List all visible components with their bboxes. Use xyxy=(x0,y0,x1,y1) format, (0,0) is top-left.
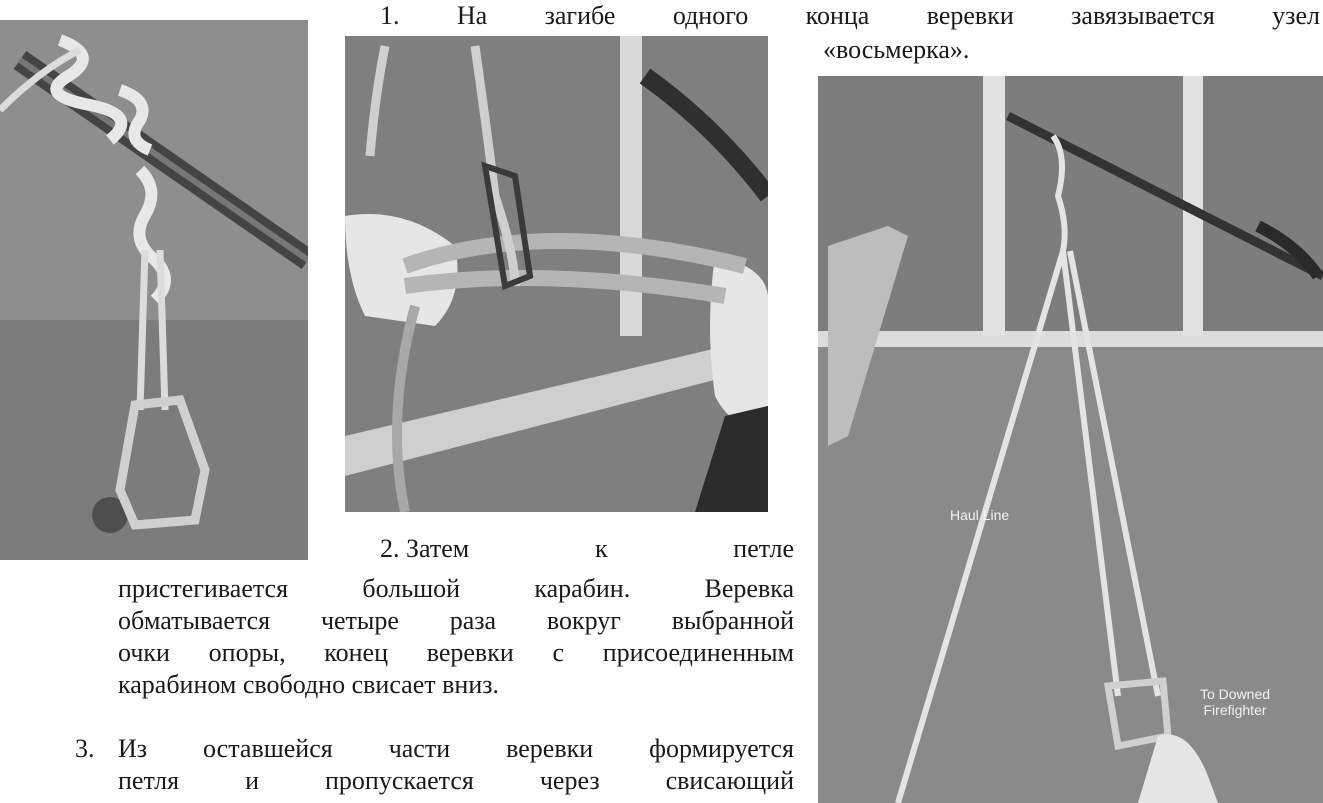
step1-continuation: «восьмерка». xyxy=(823,35,970,64)
step3-word: пропускается xyxy=(325,766,474,795)
step3-line: Из оставшейся части веревки формируется xyxy=(118,734,794,763)
downed-label-line2: Firefighter xyxy=(1203,702,1267,718)
step1-word: узел xyxy=(1272,1,1320,30)
step2-word: 2. Затем xyxy=(380,534,470,563)
step2-word: к xyxy=(594,534,608,563)
step3-word: петля xyxy=(118,766,180,795)
step3-word: свисающий xyxy=(665,766,794,795)
photo-hands-threading-rope xyxy=(345,36,768,512)
step1-word: загибе xyxy=(544,1,616,30)
step1-word: На xyxy=(456,1,488,30)
step3-line xyxy=(118,765,794,797)
step1-word: веревки xyxy=(926,1,1014,30)
step2-line: карабином свободно свисает вниз. xyxy=(118,670,499,699)
step2-first-line xyxy=(380,533,794,565)
step2-paragraph xyxy=(118,573,794,701)
step3-paragraph xyxy=(118,733,794,797)
downed-firefighter-label xyxy=(1200,686,1270,718)
step2-line: очки опоры, конец веревки с присоединенным xyxy=(118,638,794,667)
haul-line-label: Haul Line xyxy=(950,507,1010,523)
step2-line: пристегивается большой карабин. Веревка xyxy=(118,574,794,603)
photo-rope-wrap-carabiner xyxy=(0,20,308,560)
step1-word: завязывается xyxy=(1071,1,1215,30)
step2-word: петле xyxy=(733,534,794,563)
step1-heading-line xyxy=(380,0,1320,32)
step3-word: и xyxy=(245,766,260,795)
step1-word: конца xyxy=(805,1,870,30)
step3-number: 3. xyxy=(75,734,95,763)
downed-label-line1: To Downed xyxy=(1200,686,1271,702)
step1-number: 1. xyxy=(380,1,400,30)
step3-word: через xyxy=(539,766,600,795)
step1-word: одного xyxy=(672,1,749,30)
step2-line: обматывается четыре раза вокруг выбранной xyxy=(118,606,794,635)
